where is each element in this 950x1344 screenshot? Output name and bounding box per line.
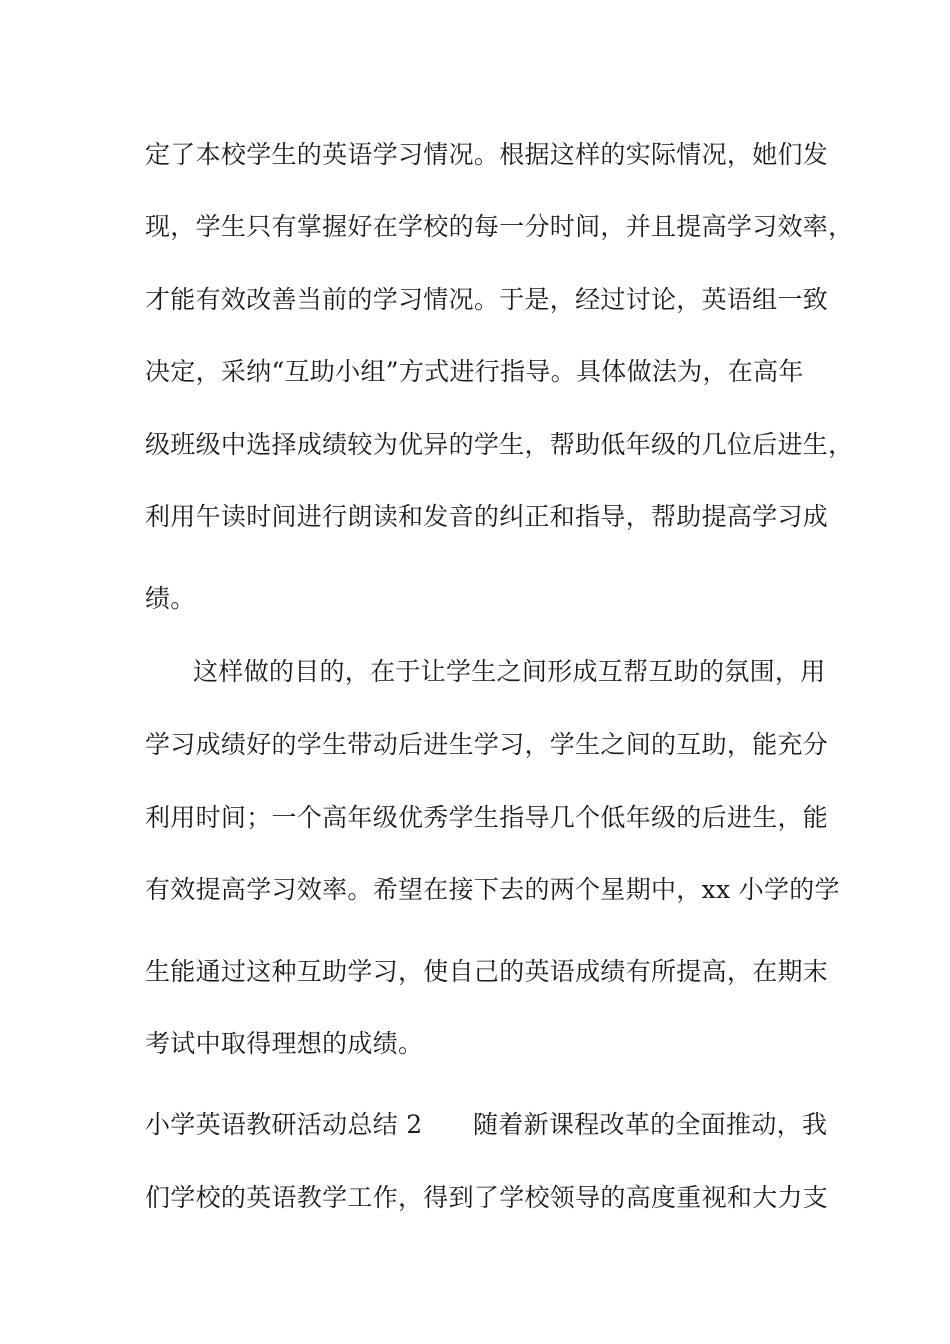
paragraph-2-line-2: 学习成绩好的学生带动后进生学习，学生之间的互助，能充分: [145, 730, 829, 759]
paragraph-2-line-1: 这样做的目的，在于让学生之间形成互帮互助的氛围，用: [193, 657, 826, 686]
paragraph-2-line-3: 利用时间；一个高年级优秀学生指导几个低年级的后进生，能: [145, 803, 829, 832]
paragraph-1-line-3: 才能有效改善当前的学习情况。于是，经过讨论，英语组一致: [145, 285, 829, 314]
paragraph-1-line-1: 定了本校学生的英语学习情况。根据这样的实际情况，她们发: [145, 140, 829, 169]
paragraph-1-line-4: 决定，采纳“互助小组”方式进行指导。具体做法为，在高年: [145, 357, 804, 386]
paragraph-1-line-5: 级班级中选择成绩较为优异的学生，帮助低年级的几位后进生，: [145, 430, 854, 459]
paragraph-2-line-5: 生能通过这种互助学习，使自己的英语成绩有所提高，在期末: [145, 957, 829, 986]
paragraph-1-line-6: 利用午读时间进行朗读和发音的纠正和指导，帮助提高学习成: [145, 502, 829, 531]
paragraph-3-line-2: 们学校的英语教学工作，得到了学校领导的高度重视和大力支: [145, 1183, 829, 1212]
paragraph-2-line-6: 考试中取得理想的成绩。: [145, 1029, 424, 1058]
paragraph-1-line-7: 绩。: [145, 584, 196, 613]
paragraph-3-line-1: 小学英语教研活动总结 2 随着新课程改革的全面推动，我: [145, 1110, 828, 1139]
paragraph-2-line-4: 有效提高学习效率。希望在接下去的两个星期中，xx 小学的学: [145, 875, 840, 904]
paragraph-1-line-2: 现，学生只有掌握好在学校的每一分时间，并且提高学习效率，: [145, 212, 854, 241]
